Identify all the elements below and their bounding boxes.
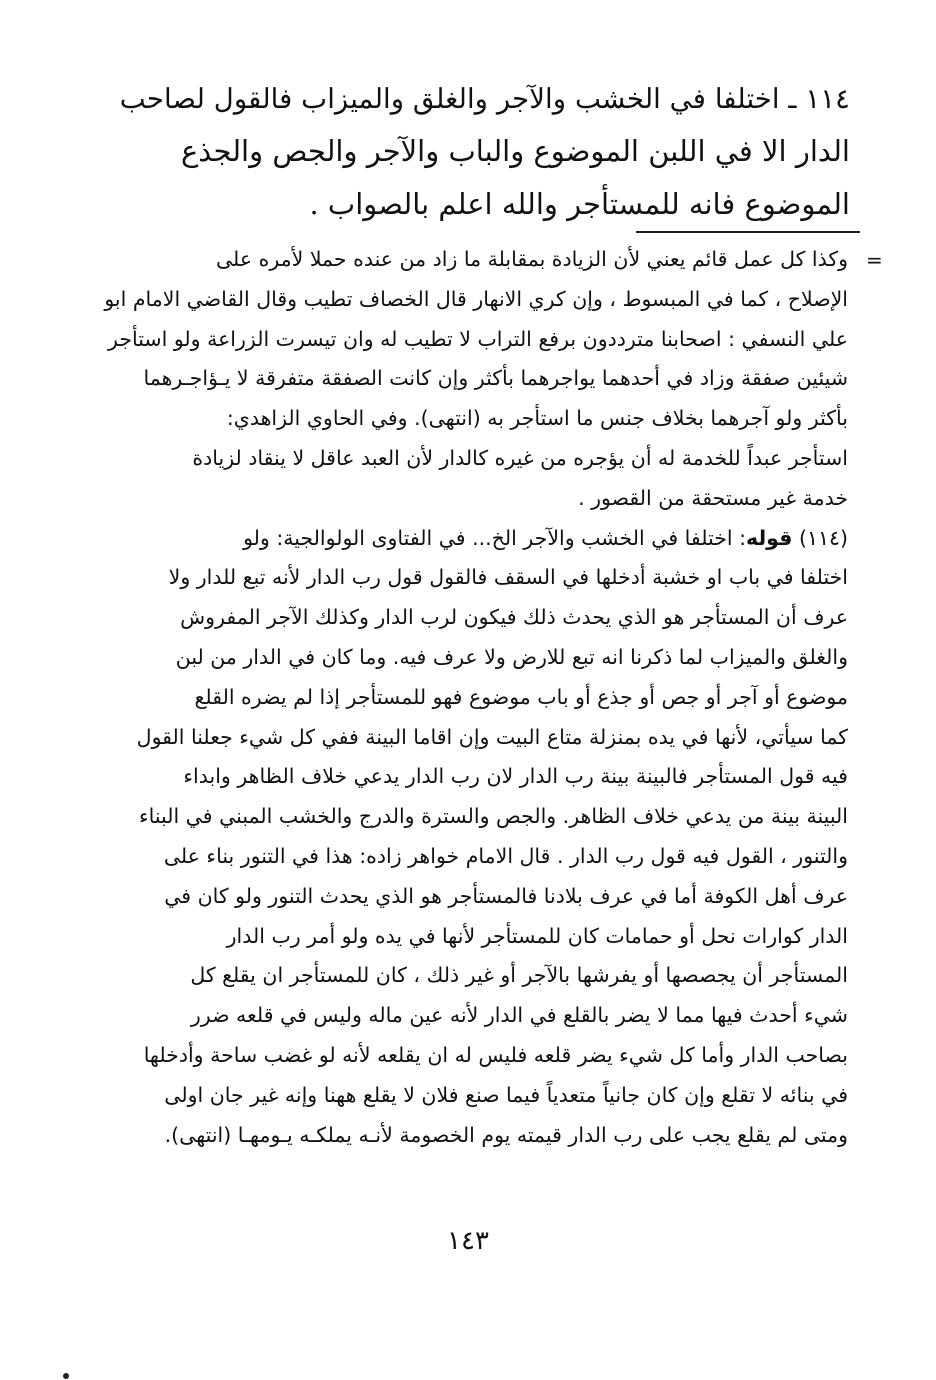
note-heading-rest: : اختلفا في الخشب والآجر الخ... في الفتاوى الولوالجية: ولو: [243, 525, 747, 550]
note-line-5: كما سيأتي، لأنها في يده بمنزلة متاع البيت وإن اقاما البينة ففي كل شيء جعلنا القول: [136, 724, 848, 749]
main-text-line-1: ١١٤ ـ اختلفا في الخشب والآجر والغلق والميزاب فالقول لصاحب: [119, 82, 850, 115]
note-line-10: الدار كوارات نحل أو حمامات كان للمستأجر لأنها في يده ولو أمر رب الدار: [226, 923, 848, 948]
main-text-line-2: الدار الا في اللبن الموضوع والباب والآجر والجص والجذع: [180, 134, 850, 168]
note-line-12: شيء أحدث فيها مما لا يضر بالقلع في الدار لأنه عين ماله وليس في قلعه ضرر: [190, 1003, 848, 1028]
footnote-separator-rule: [636, 231, 860, 233]
main-text-line-3: الموضوع فانه للمستأجر والله اعلم بالصواب .: [309, 187, 850, 221]
continuation-mark: =: [866, 248, 883, 272]
note-line-7: البينة بينة من يدعي خلاف الظاهر. والجص والسترة والدرج والخشب المبني في البناء: [138, 804, 848, 829]
note-number: (١١٤): [798, 525, 848, 550]
page-number: ١٤٣: [447, 1226, 489, 1256]
note-line-3: والغلق والميزاب لما ذكرنا انه تبع للارض ولا عرف فيه. وما كان في الدار من لبن: [175, 644, 848, 669]
note-line-9: عرف أهل الكوفة أما في عرف بلادنا فالمستأجر هو الذي يحدث التنور ولو كان في: [164, 883, 848, 908]
main-text-block: [110, 72, 850, 231]
commentary-line-2: الإصلاح ، كما في المبسوط ، وإن كري الانهار قال الخصاف تطيب وقال القاضي الامام ابو: [104, 286, 848, 311]
commentary-line-4: شيئين صفقة وزاد في أحدهما يواجرهما بأكثر وإن كانت الصفقة متفرقة لا يـؤاجـرهما: [143, 366, 848, 391]
note-line-14: في بنائه لا تقلع وإن كان جانياً متعدياً فيما صنع فلان لا يقلع ههنا وإنه غير جان اولى: [164, 1082, 848, 1107]
commentary-line-1: وكذا كل عمل قائم يعني لأن الزيادة بمقابلة ما زاد من عنده حملا لأمره على: [215, 247, 848, 271]
commentary-line-5: بأكثر ولو آجرهما بخلاف جنس ما استأجر به (انتهى). وفي الحاوي الزاهدي:: [226, 406, 848, 431]
commentary-line-6: استأجر عبداً للخدمة له أن يؤجره من غيره كالدار لأن العبد عاقل لا ينقاد لزيادة: [192, 445, 848, 470]
note-line-2: عرف أن المستأجر هو الذي يحدث ذلك فيكون لرب الدار وكذلك الآجر المفروش: [180, 605, 848, 630]
note-label: قوله: [746, 525, 793, 550]
note-line-1: اختلفا في باب او خشبة أدخلها في السقف فالقول قول رب الدار لأنه تبع للدار ولا: [168, 565, 848, 590]
note-heading-line: [100, 519, 848, 559]
note-line-11: المستأجر أن يجصصها أو يفرشها بالآجر أو غير ذلك ، كان للمستأجر ان يقلع كل: [190, 963, 848, 988]
commentary-block: [100, 240, 848, 1155]
commentary-line-7: خدمة غير مستحقة من القصور .: [578, 485, 848, 510]
note-line-15: ومتى لم يقلع يجب على رب الدار قيمته يوم الخصومة لأنـه يملكـه يـومهـا (انتهى).: [164, 1122, 848, 1147]
note-line-13: بصاحب الدار وأما كل شيء يضر قلعه فليس له ان يقلعه لأنه لو غضب ساحة وأدخلها: [143, 1042, 848, 1067]
note-line-6: فيه قول المستأجر فالبينة بينة رب الدار لان رب الدار يدعي خلاف الظاهر وابداء: [183, 764, 848, 789]
note-line-4: موضوع أو آجر أو جص أو جذع أو باب موضوع فهو للمستأجر إذا لم يضره القلع: [194, 684, 848, 709]
note-line-8: والتنور ، القول فيه قول رب الدار . قال الامام خواهر زاده: هذا في التنور بناء على: [163, 843, 848, 868]
commentary-line-3: علي النسفي : اصحابنا مترددون برفع التراب لا تطيب له وان تيسرت الزراعة ولو استأجر: [108, 326, 848, 351]
scan-speck: [63, 1373, 69, 1379]
